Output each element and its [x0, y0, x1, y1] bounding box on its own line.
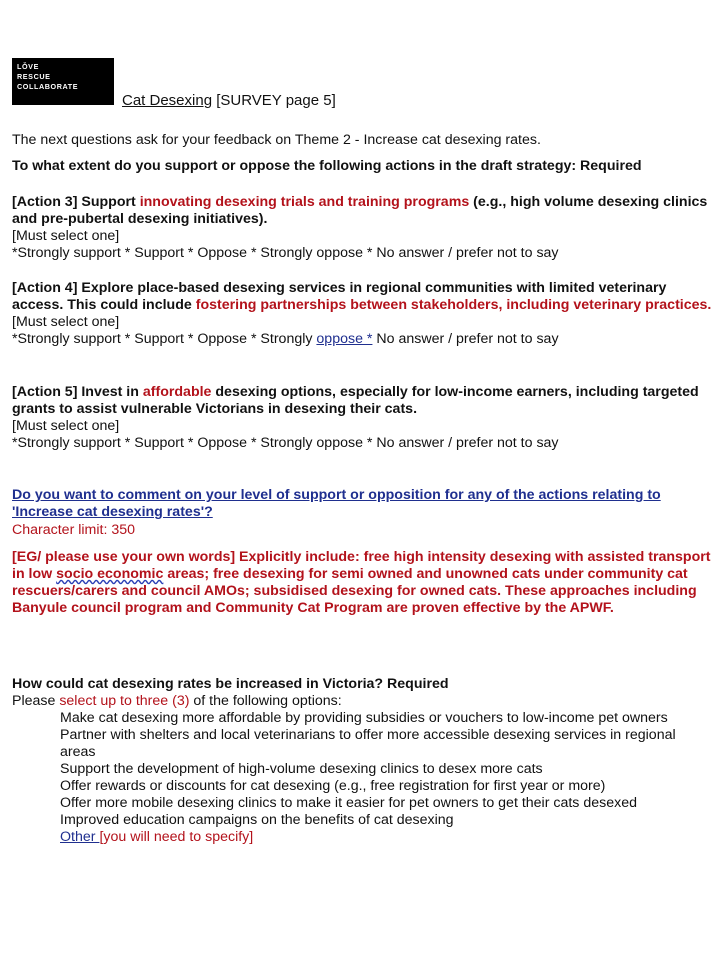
action-5 — [12, 384, 712, 452]
instruction-a: Please — [12, 693, 60, 709]
action-4-must: [Must select one] — [12, 314, 120, 330]
action-3-options[interactable]: *Strongly support * Support * Oppose * Strongly oppose * No answer / prefer not to say — [12, 245, 559, 261]
other-note: [you will need to specify] — [99, 829, 254, 845]
intro-text: The next questions ask for your feedback on Theme 2 - Increase cat desexing rates. — [12, 132, 541, 148]
option-item[interactable]: Offer more mobile desexing clinics to make it easier for pet owners to get their cats desexed — [60, 795, 637, 811]
action-3 — [12, 194, 712, 262]
option-item-other[interactable] — [60, 829, 712, 846]
logo-line-1: LǑVE — [17, 62, 39, 71]
subtitle-text: [SURVEY page 5] — [216, 92, 336, 109]
option-item[interactable]: Offer rewards or discounts for cat desexing (e.g., free registration for first year or more) — [60, 778, 606, 794]
title-text: Cat Desexing — [122, 92, 213, 109]
action-4-opt-c: No answer / prefer not to say — [372, 331, 559, 347]
logo-line-3: COLLABORATE — [17, 82, 79, 91]
instruction-b: of the following options: — [189, 693, 342, 709]
action-5-options[interactable]: *Strongly support * Support * Oppose * Strongly oppose * No answer / prefer not to say — [12, 435, 559, 451]
action-4-lead: [Action 4] Explore place-based desexing services in regional communities with limited veterinary access. This could include — [12, 280, 667, 313]
option-item[interactable]: Improved education campaigns on the benefits of cat desexing — [60, 812, 454, 828]
action-3-highlight: innovating desexing trials and training programs — [139, 194, 470, 210]
action-5-lead: [Action 5] Invest in — [12, 384, 143, 400]
character-limit: Character limit: 350 — [12, 522, 136, 538]
action-5-must: [Must select one] — [12, 418, 120, 434]
option-list — [12, 710, 712, 846]
page-title — [122, 92, 336, 109]
question-1: To what extent do you support or oppose the following actions in the draft strategy: Required — [12, 158, 642, 174]
example-part-a: [EG/ please use your own words] Explicitly include: free high intensity desexing with assisted transport in low — [12, 549, 711, 582]
action-4-highlight: fostering partnerships between stakeholders, including veterinary practices. — [195, 297, 712, 313]
option-item[interactable]: Make cat desexing more affordable by providing subsidies or vouchers to low-income pet owners — [60, 710, 668, 726]
action-4-options[interactable] — [12, 331, 712, 348]
example-part-c: areas; free desexing for semi owned and unowned cats under community cat rescuers/carers and council AMOs; subsidised desexing for owned cats. These approaches including Banyule council program and Community Cat Program are proven effective by the APWF. — [12, 566, 697, 616]
logo — [12, 58, 114, 105]
example-answer[interactable] — [12, 549, 712, 617]
action-5-rest: desexing options, especially for low-income earners, including targeted grants to assist vulnerable Victorians in desexing their cats. — [12, 384, 699, 417]
option-item[interactable]: Support the development of high-volume desexing clinics to desex more cats — [60, 761, 543, 777]
comment-question: Do you want to comment on your level of support or opposition for any of the actions relating to 'Increase cat desexing rates'? — [12, 487, 661, 520]
action-3-lead: [Action 3] Support — [12, 194, 140, 210]
logo-line-2: RESCUE — [17, 72, 51, 81]
question-2-title: How could cat desexing rates be increased in Victoria? Required — [12, 676, 449, 692]
example-part-b: socio economic — [56, 566, 164, 582]
other-label: Other — [60, 829, 100, 845]
option-item[interactable]: Partner with shelters and local veterinarians to offer more accessible desexing services in regional areas — [60, 727, 676, 760]
question-2-instruction — [12, 693, 712, 710]
action-3-rest: (e.g., high volume desexing clinics and pre-pubertal desexing initiatives). — [12, 194, 708, 227]
question-2 — [12, 676, 712, 846]
action-4-opt-a: *Strongly support * Support * Oppose * Strongly — [12, 331, 317, 347]
instruction-red: select up to three (3) — [59, 693, 190, 709]
action-4-opt-b: oppose * — [316, 331, 373, 347]
action-3-must: [Must select one] — [12, 228, 120, 244]
action-5-highlight: affordable — [142, 384, 212, 400]
action-4 — [12, 280, 712, 348]
